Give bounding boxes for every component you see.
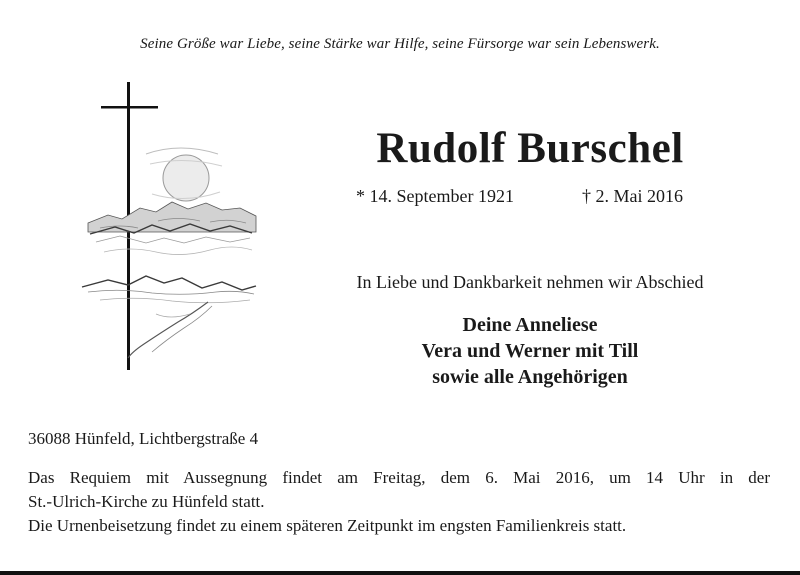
requiem-line-1: Das Requiem mit Aussegnung findet am Freitag, dem 6. Mai 2016, um 14 Uhr in der (28, 468, 770, 487)
mountains-icon (82, 202, 256, 303)
life-dates (330, 186, 730, 210)
mourner-line: Vera und Werner mit Till (421, 340, 639, 362)
bottom-border (0, 571, 800, 575)
service-notice (28, 466, 770, 538)
mourner-line: Deine Anneliese (462, 314, 598, 336)
farewell-line: In Liebe und Dankbarkeit nehmen wir Abschied (356, 272, 704, 292)
river-icon (128, 302, 212, 358)
requiem-line-2: St.-Ulrich-Kirche zu Hünfeld statt. (28, 492, 265, 511)
death-date: † 2. Mai 2016 (582, 186, 683, 206)
motto: Seine Größe war Liebe, seine Stärke war Hilfe, seine Fürsorge war sein Lebenswerk. (140, 36, 660, 52)
address: 36088 Hünfeld, Lichtbergstraße 4 (28, 429, 259, 448)
birth-date: * 14. September 1921 (356, 186, 514, 206)
urn-burial-line: Die Urnenbeisetzung findet zu einem späteren Zeitpunkt im engsten Familienkreis statt. (28, 516, 627, 535)
sun-icon (146, 148, 222, 201)
deceased-name: Rudolf Burschel (376, 125, 684, 172)
mourners-list (310, 312, 750, 390)
cross-landscape-illustration (60, 82, 260, 372)
mourner-line: sowie alle Angehörigen (432, 366, 628, 388)
